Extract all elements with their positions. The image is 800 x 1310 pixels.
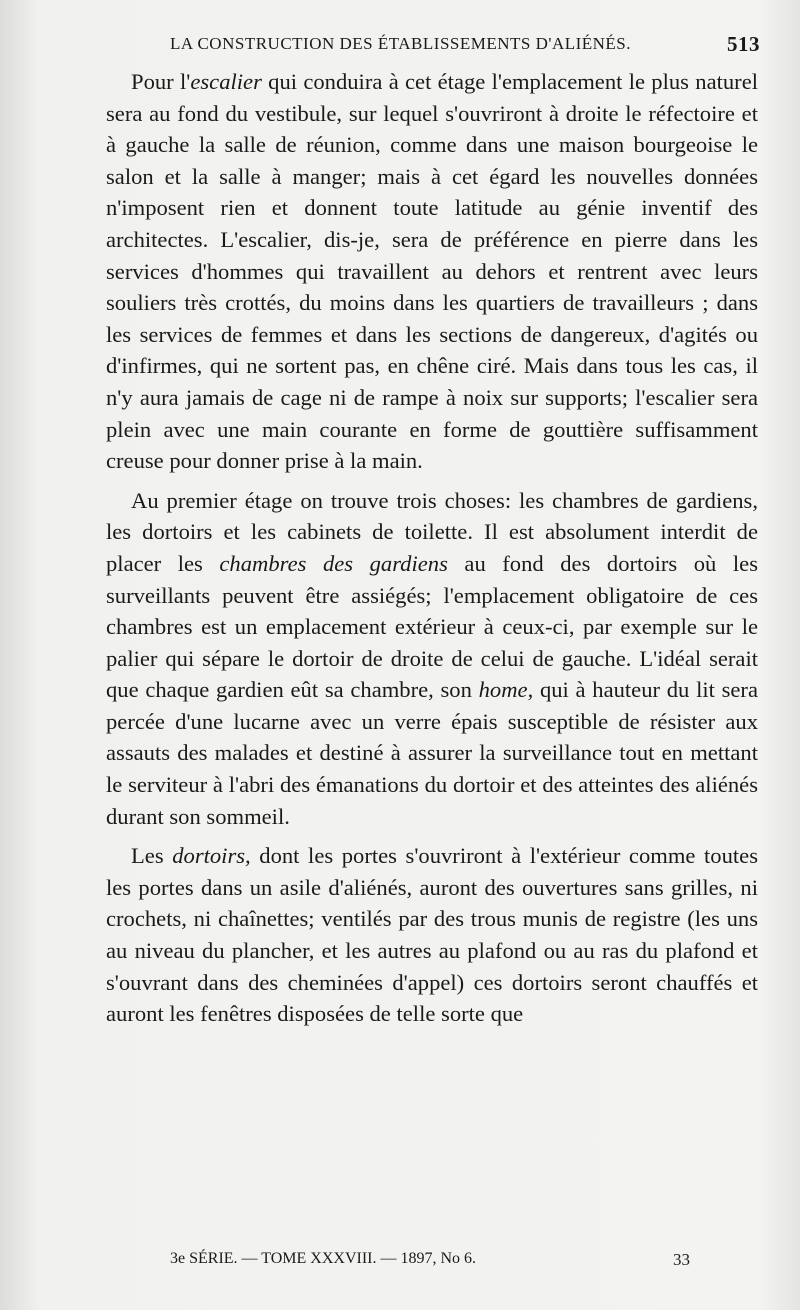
text-segment: Au premier étage on trouve trois choses: les chambres de gardiens, les dortoirs et les cabinets de toilette. Il est absolument interdit de placer les (106, 487, 758, 576)
printer-signature: 3e SÉRIE. — TOME XXXVIII. — 1897, No 6. (170, 1250, 477, 1267)
italic-text: dortoirs, (172, 843, 251, 869)
page-number: 513 (727, 32, 760, 56)
running-head (170, 34, 760, 60)
running-title: LA CONSTRUCTION DES ÉTABLISSEMENTS D'ALIÉNÉS. (170, 34, 632, 53)
text-segment: qui conduira à cet étage l'emplacement le plus naturel sera au fond du vestibule, sur lequel s'ouvriront à droite le réfectoire et à gauche la salle de réunion, comme dans une maison bourgeoise le salon et la salle à manger; mais à cet égard les nouvelles données n'imposent rien et donnent toute latitude au génie inventif des architectes. L'escalier, dis-je, sera de préférence en pierre dans les services d'hommes qui travaillent au dehors et rentrent avec leurs souliers très crottés, du moins dans les quartiers de travailleurs ; dans les services de femmes et dans les sections de dangereux, d'agités ou d'infirmes, qui ne sortent pas, en chêne ciré. Mais dans tous les cas, il n'y aura jamais de cage ni de rampe à noix sur supports; l'escalier sera plein avec une main courante en forme de gouttière suffisamment creuse pour donner prise à la main. (106, 69, 758, 474)
paragraph (106, 485, 758, 833)
text-segment: dont les portes s'ouvriront à l'extérieur comme toutes les portes dans un asile d'aliénés, auront des ouvertures sans grilles, ni crochets, ni chaînettes; ventilés par des trous munis de registre (les uns au niveau du plancher, et les autres au plafond ou au ras du plafond et s'ouvrant dans des cheminées d'appel) ces dortoirs seront chauffés et auront les fenêtres disposées de telle sorte que (106, 843, 758, 1027)
sheet-number: 33 (673, 1250, 690, 1269)
italic-text: escalier (190, 69, 262, 94)
italic-text: chambres des gardiens (219, 550, 448, 576)
body-text (106, 66, 758, 1030)
text-segment: , qui à hauteur du lit sera percée d'une lucarne avec un verre épais susceptible de résister aux assauts des malades et destiné à assurer la surveillance tout en mettant le serviteur à l'abri des émanations du dortoir et des atteintes des aliénés durant son sommeil. (106, 677, 758, 829)
page-footer (170, 1250, 690, 1274)
text-segment: Pour l' (131, 69, 191, 94)
paragraph (106, 66, 758, 477)
text-segment: Les (131, 843, 173, 869)
paragraph (106, 840, 758, 1030)
italic-text: home (478, 677, 528, 703)
text-segment: au fond des dortoirs où les surveillants peuvent être assiégés; l'emplacement obligatoire de ces chambres est un emplacement extérieur à ceux-ci, par exemple sur le palier qui sépare le dortoir de droite de celui de gauche. L'idéal serait que chaque gardien eût sa chambre, son (106, 550, 758, 703)
